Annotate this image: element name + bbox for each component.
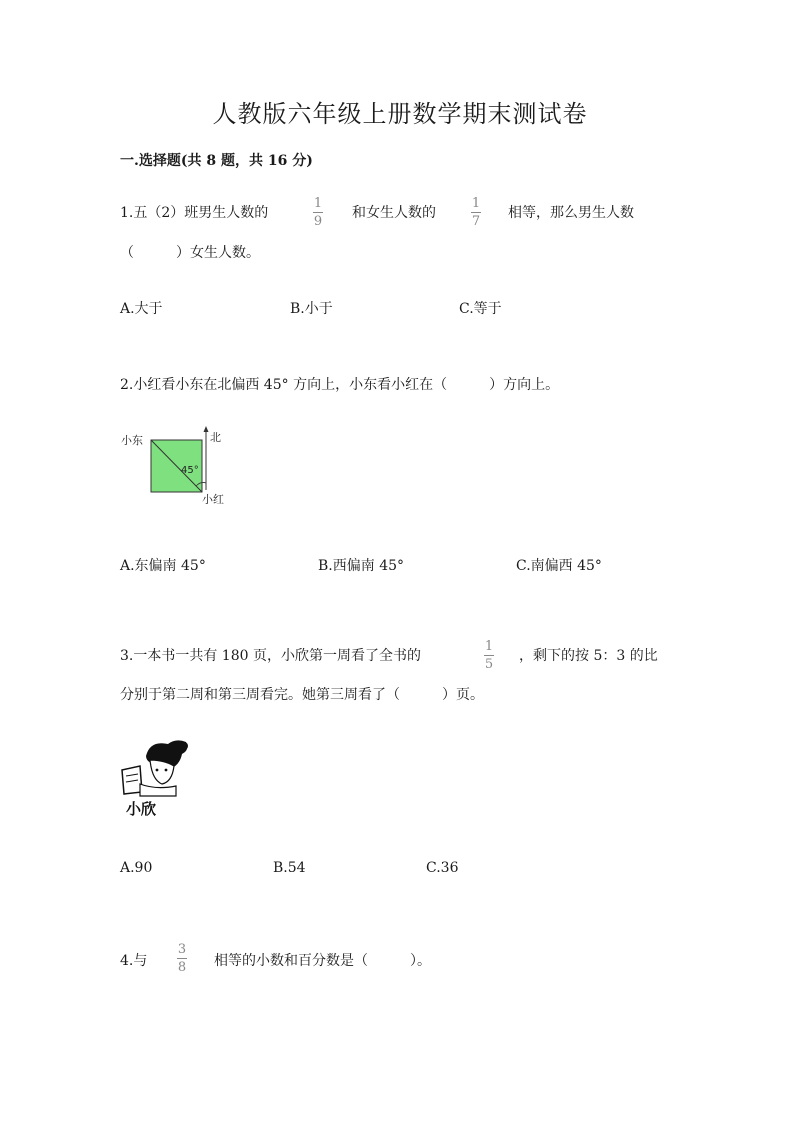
q1-frac1-denominator: 9 [313, 214, 323, 229]
fraction-bar [471, 212, 481, 213]
q1-frac1-numerator: 1 [313, 196, 323, 211]
q1-fraction-2 [471, 197, 481, 228]
eye-icon [165, 769, 168, 772]
eye-icon [156, 769, 159, 772]
q2-label-north: 北 [210, 431, 221, 444]
q1-option-b[interactable]: B.小于 [290, 301, 333, 317]
q4-text-a: 4.与 [120, 953, 148, 969]
fraction-bar [313, 212, 323, 213]
q1-frac2-denominator: 7 [471, 214, 481, 229]
q3-option-b[interactable]: B.54 [273, 860, 306, 876]
q3-frac-denominator: 5 [484, 657, 494, 672]
q2-text: 2.小红看小东在北偏西 45° 方向上，小东看小红在（ ）方向上。 [120, 377, 560, 393]
q4-fraction [177, 943, 187, 974]
north-arrow-icon [204, 426, 209, 432]
q2-label-angle: 45° [181, 465, 199, 476]
q3-option-a[interactable]: A.90 [120, 860, 153, 876]
q1-option-a[interactable]: A.大于 [120, 301, 163, 317]
q3-option-c[interactable]: C.36 [426, 860, 459, 876]
q2-direction-figure [118, 424, 248, 510]
body-icon [140, 784, 176, 796]
q1-fraction-1 [313, 197, 323, 228]
q2-option-c[interactable]: C.南偏西 45° [516, 558, 602, 574]
q3-fraction [484, 640, 494, 671]
q1-text-b: 和女生人数的 [352, 205, 436, 221]
book-icon [122, 766, 142, 794]
q2-option-a[interactable]: A.东偏南 45° [120, 558, 206, 574]
q1-option-c[interactable]: C.等于 [459, 301, 502, 317]
q1-text-c: 相等，那么男生人数 [508, 205, 634, 221]
q4-frac-numerator: 3 [177, 942, 187, 957]
q1-line-2: （ ）女生人数。 [120, 245, 260, 261]
face-icon [150, 760, 174, 784]
q1-frac2-numerator: 1 [471, 196, 481, 211]
q3-figure-label: 小欣 [126, 800, 157, 818]
q3-line-2: 分别于第二周和第三周看完。她第三周看了（ ）页。 [120, 687, 484, 703]
fraction-bar [177, 958, 187, 959]
ponytail-icon [180, 742, 188, 750]
page-title: 人教版六年级上册数学期末测试卷 [212, 100, 588, 128]
q1-text-a: 1.五（2）班男生人数的 [120, 205, 269, 221]
q3-frac-numerator: 1 [484, 639, 494, 654]
q2-label-xiaohong: 小红 [202, 493, 224, 506]
q2-option-b[interactable]: B.西偏南 45° [318, 558, 405, 574]
q4-frac-denominator: 8 [177, 960, 187, 975]
q3-girl-reading-figure [116, 734, 192, 820]
fraction-bar [484, 655, 494, 656]
q3-text-a: 3.一本书一共有 180 页，小欣第一周看了全书的 [120, 648, 421, 664]
q3-text-b: ，剩下的按 5：3 的比 [519, 648, 658, 664]
section-heading: 一.选择题(共 8 题，共 16 分) [120, 153, 313, 169]
q4-text-b: 相等的小数和百分数是（ ）。 [214, 953, 431, 969]
q2-label-xiaodong: 小东 [121, 434, 143, 447]
